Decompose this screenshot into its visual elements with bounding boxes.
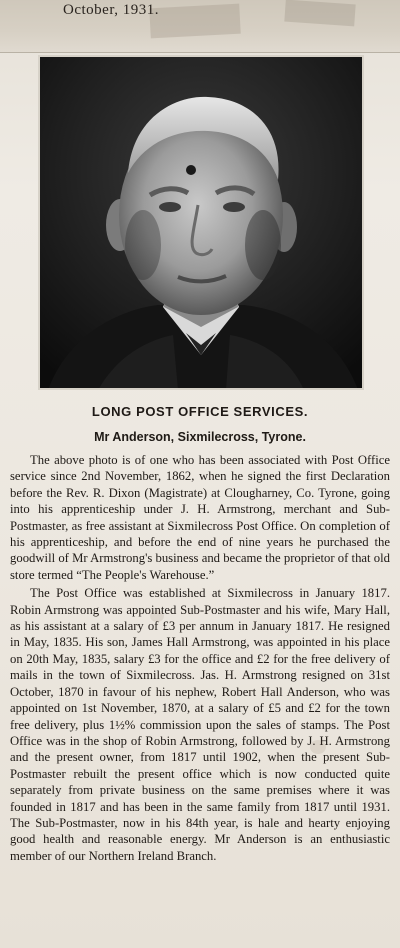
subheadline: Mr Anderson, Sixmilecross, Tyrone. (94, 430, 306, 444)
paragraph: The Post Office was established at Sixmilecross in January 1817. Robin Armstrong was appointed Sub-Postmaster and his wife, Mary Hall, as his assistant at a salary of £3 per annum in January 1817. He resigned in May, 1835. His son, James Hall Armstrong, was appointed in his place on 20th May, 1835, salary £3 for the office and £2 for the free delivery of mails in the town of Sixmilecross. Jas. H. Armstrong resigned on 31st October, 1870 in favour of his nephew, Robert Hall Anderson, who was appointed on 1st November, 1870, at a salary of £5 and £2 for the town free delivery, plus 1½% commission upon the sales of stamps. The Post Office was in the shop of Robin Armstrong, followed by J. H. Armstrong and the present owner, from 1817 until 1902, when the present Sub-Postmaster rebuilt the present office which is now conducted quite separately from private business on the same premises where it was founded in 1817 and has been in the same family from 1817 until 1931. The Sub-Postmaster, now in his 84th year, is hale and hearty enjoying good health and reasonable energy. Mr Anderson is an enthusiastic member of our Northern Ireland Branch. (10, 586, 390, 863)
paragraph: The above photo is of one who has been associated with Post Office service since 2nd November, 1862, when he signed the first Declaration before the Rev. R. Dixon (Magistrate) at Clougharney, Co. Tyrone, going into his apprenticeship under J. H. Armstrong, merchant and Sub-Postmaster, as free assistant at Sixmilecross Post Office. On completion of his apprenticeship, and before the end of nine years he purchased the goodwill of Mr Armstrong's business and became the proprietor of that old store termed “The People's Warehouse.” (10, 453, 390, 582)
ink-stain (310, 740, 326, 754)
dateline: October, 1931. (63, 2, 159, 18)
portrait-illustration (38, 55, 364, 390)
portrait-photo (38, 55, 364, 390)
headline: LONG POST OFFICE SERVICES. (91, 404, 309, 419)
tape-patch (149, 4, 240, 39)
tape-strip (0, 0, 400, 53)
article-body (10, 452, 390, 864)
ink-stain (150, 610, 164, 622)
tape-patch (284, 0, 355, 26)
